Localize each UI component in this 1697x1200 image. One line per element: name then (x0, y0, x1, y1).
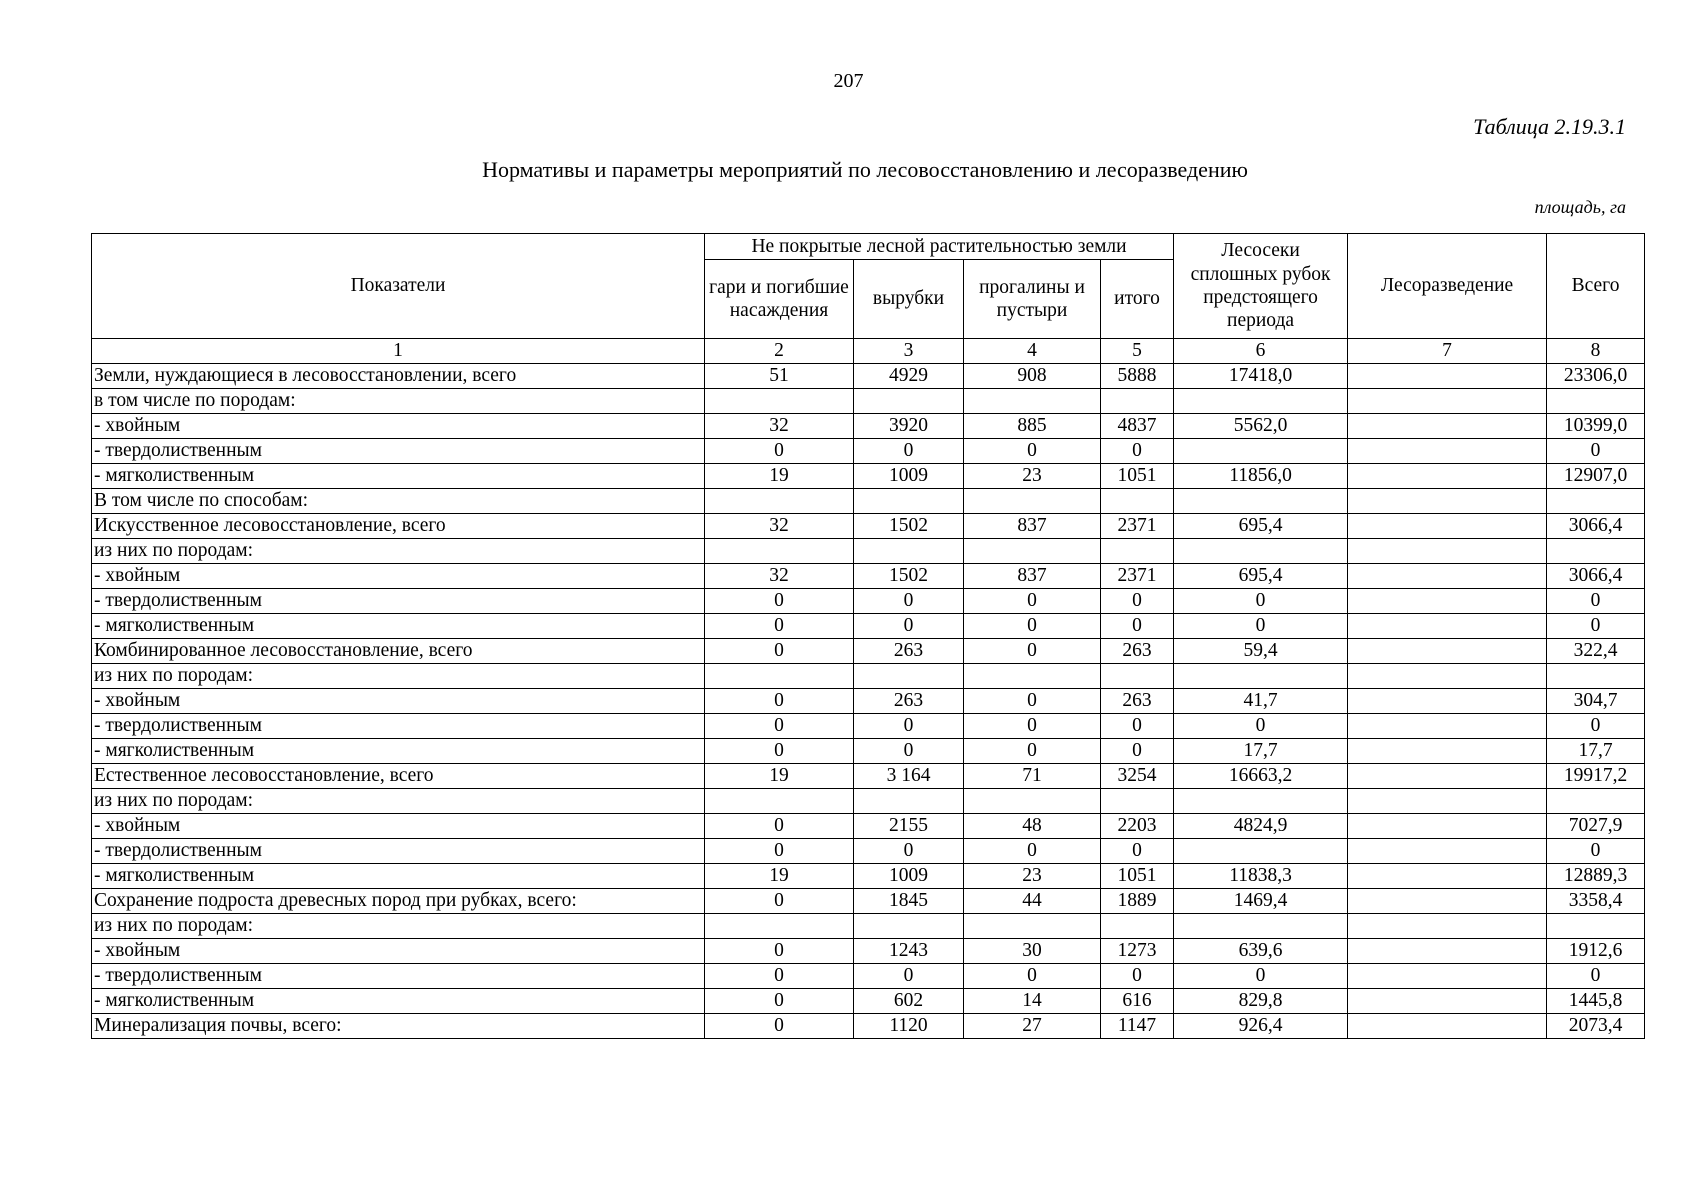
table-row (92, 564, 1645, 589)
row-label: - хвойным (92, 414, 705, 439)
table-cell (964, 789, 1101, 814)
table-cell: 0 (1547, 964, 1645, 989)
table-row (92, 489, 1645, 514)
table-row (92, 464, 1645, 489)
table-row (92, 589, 1645, 614)
table-cell: 17,7 (1174, 739, 1348, 764)
table-cell: 0 (964, 439, 1101, 464)
table-cell: 0 (854, 739, 964, 764)
table-cell: 1147 (1101, 1014, 1174, 1039)
table-cell (1348, 689, 1547, 714)
table-cell: 3358,4 (1547, 889, 1645, 914)
table-cell (1348, 614, 1547, 639)
table-cell: 0 (854, 964, 964, 989)
table-row (92, 664, 1645, 689)
table-cell (1348, 1014, 1547, 1039)
row-label: Естественное лесовосстановление, всего (92, 764, 705, 789)
row-label: - мягколиственным (92, 739, 705, 764)
table-cell (1348, 414, 1547, 439)
table-cell: 1912,6 (1547, 939, 1645, 964)
table-cell (1348, 914, 1547, 939)
table-cell: 0 (1101, 739, 1174, 764)
table-cell: 4824,9 (1174, 814, 1348, 839)
table-cell: 0 (1547, 839, 1645, 864)
page-number: 207 (833, 70, 864, 92)
table-cell (1348, 564, 1547, 589)
table-cell: 0 (964, 714, 1101, 739)
table-cell (1348, 989, 1547, 1014)
table-cell (1348, 764, 1547, 789)
table-cell (1348, 439, 1547, 464)
header-afforestation: Лесоразведение (1348, 234, 1547, 339)
table-cell: 0 (705, 1014, 854, 1039)
table-cell: 1243 (854, 939, 964, 964)
table-cell: 2371 (1101, 564, 1174, 589)
table-cell: 0 (964, 964, 1101, 989)
table-cell: 0 (1101, 614, 1174, 639)
table-cell (1174, 389, 1348, 414)
table-cell: 0 (1547, 714, 1645, 739)
table-row (92, 864, 1645, 889)
table-cell: 0 (705, 439, 854, 464)
table-cell: 1051 (1101, 864, 1174, 889)
table-cell: 616 (1101, 989, 1174, 1014)
table-cell: 0 (705, 889, 854, 914)
table-cell: 71 (964, 764, 1101, 789)
table-row (92, 964, 1645, 989)
table-cell (1547, 664, 1645, 689)
table-cell: 17,7 (1547, 739, 1645, 764)
table-cell: 2155 (854, 814, 964, 839)
table-cell: 908 (964, 364, 1101, 389)
table-row (92, 614, 1645, 639)
table-row (92, 814, 1645, 839)
table-cell (1348, 514, 1547, 539)
table-row (92, 389, 1645, 414)
table-row (92, 364, 1645, 389)
table-row (92, 839, 1645, 864)
table-cell: 4929 (854, 364, 964, 389)
row-label: В том числе по способам: (92, 489, 705, 514)
table-cell (1348, 964, 1547, 989)
table-cell: 41,7 (1174, 689, 1348, 714)
table-cell (964, 664, 1101, 689)
table-cell: 0 (705, 639, 854, 664)
table-cell: 51 (705, 364, 854, 389)
table-cell (1174, 789, 1348, 814)
table-cell (964, 389, 1101, 414)
row-label: - мягколиственным (92, 464, 705, 489)
table-cell: 0 (705, 589, 854, 614)
table-cell (1348, 664, 1547, 689)
table-cell (964, 914, 1101, 939)
column-number: 5 (1101, 339, 1174, 364)
table-cell: 0 (1547, 614, 1645, 639)
header-row-1 (92, 234, 1645, 260)
header-cutting-areas: Лесосеки сплошных рубок предстоящего периода (1174, 234, 1348, 339)
header-clearings: вырубки (854, 260, 964, 339)
table-cell: 11838,3 (1174, 864, 1348, 889)
table-cell: 926,4 (1174, 1014, 1348, 1039)
table-cell: 32 (705, 414, 854, 439)
table-cell: 16663,2 (1174, 764, 1348, 789)
table-cell: 0 (964, 639, 1101, 664)
table-cell: 7027,9 (1547, 814, 1645, 839)
table-cell: 0 (705, 614, 854, 639)
table-cell: 32 (705, 564, 854, 589)
table-body (92, 364, 1645, 1039)
table-row (92, 689, 1645, 714)
row-label: - мягколиственным (92, 989, 705, 1014)
table-cell (1348, 739, 1547, 764)
table-cell (705, 389, 854, 414)
table-cell (705, 789, 854, 814)
table-label: Таблица 2.19.3.1 (1473, 114, 1626, 139)
table-cell (1348, 364, 1547, 389)
header-glades: прогалины и пустыри (964, 260, 1101, 339)
table-cell (1547, 389, 1645, 414)
table-row (92, 1014, 1645, 1039)
table-cell: 263 (1101, 689, 1174, 714)
table-cell (1348, 789, 1547, 814)
header-total: Всего (1547, 234, 1645, 339)
table-row (92, 714, 1645, 739)
table-cell (1174, 489, 1348, 514)
table-cell (1101, 789, 1174, 814)
table-cell (854, 489, 964, 514)
row-label: из них по породам: (92, 664, 705, 689)
table-cell: 0 (705, 964, 854, 989)
table-cell (1348, 714, 1547, 739)
table-cell: 0 (705, 814, 854, 839)
table-cell (1174, 539, 1348, 564)
table-cell: 0 (705, 714, 854, 739)
table-row (92, 414, 1645, 439)
table-cell (1101, 664, 1174, 689)
column-number: 3 (854, 339, 964, 364)
table-cell: 3066,4 (1547, 514, 1645, 539)
table-cell: 3920 (854, 414, 964, 439)
table-cell: 0 (1101, 964, 1174, 989)
table-cell (1348, 889, 1547, 914)
table-cell (1174, 914, 1348, 939)
table-cell: 23 (964, 864, 1101, 889)
table-cell: 14 (964, 989, 1101, 1014)
table-cell: 59,4 (1174, 639, 1348, 664)
table-cell (1547, 789, 1645, 814)
table-cell: 0 (964, 689, 1101, 714)
header-burned: гари и погибшие насаждения (705, 260, 854, 339)
row-label: - твердолиственным (92, 964, 705, 989)
table-cell (854, 789, 964, 814)
table-cell: 2073,4 (1547, 1014, 1645, 1039)
table-cell: 0 (854, 714, 964, 739)
table-cell: 885 (964, 414, 1101, 439)
table-cell: 17418,0 (1174, 364, 1348, 389)
table-cell: 0 (705, 839, 854, 864)
table-cell: 1120 (854, 1014, 964, 1039)
table-cell: 3 164 (854, 764, 964, 789)
table-cell (1348, 864, 1547, 889)
row-label: из них по породам: (92, 789, 705, 814)
column-number: 2 (705, 339, 854, 364)
table-cell: 44 (964, 889, 1101, 914)
table-cell (1348, 489, 1547, 514)
row-label: - хвойным (92, 689, 705, 714)
table-cell (1101, 539, 1174, 564)
row-label: - твердолиственным (92, 589, 705, 614)
column-number: 1 (92, 339, 705, 364)
table-row (92, 639, 1645, 664)
table-cell (1174, 664, 1348, 689)
table-cell: 1469,4 (1174, 889, 1348, 914)
table-cell: 0 (705, 739, 854, 764)
unit-label: площадь, га (1534, 197, 1626, 217)
table-cell: 19 (705, 864, 854, 889)
table-cell: 263 (854, 639, 964, 664)
table-cell (1348, 589, 1547, 614)
table-cell (1348, 389, 1547, 414)
table-cell: 0 (1174, 714, 1348, 739)
table-row (92, 739, 1645, 764)
table-row (92, 889, 1645, 914)
row-label: - мягколиственным (92, 614, 705, 639)
table-cell: 10399,0 (1547, 414, 1645, 439)
table-cell (1348, 464, 1547, 489)
table-cell (1547, 539, 1645, 564)
header-subtotal: итого (1101, 260, 1174, 339)
table-cell (1547, 914, 1645, 939)
table-cell: 837 (964, 514, 1101, 539)
table-cell: 0 (1174, 589, 1348, 614)
table-cell: 695,4 (1174, 514, 1348, 539)
table-cell: 0 (1101, 439, 1174, 464)
table-cell: 639,6 (1174, 939, 1348, 964)
row-label: Искусственное лесовосстановление, всего (92, 514, 705, 539)
table-cell (705, 664, 854, 689)
table-cell: 23 (964, 464, 1101, 489)
table-cell: 0 (1547, 589, 1645, 614)
table-cell: 0 (854, 439, 964, 464)
row-label: Минерализация почвы, всего: (92, 1014, 705, 1039)
table-cell: 0 (1101, 839, 1174, 864)
table-cell: 23306,0 (1547, 364, 1645, 389)
table-cell: 27 (964, 1014, 1101, 1039)
table-cell: 2203 (1101, 814, 1174, 839)
table-cell: 32 (705, 514, 854, 539)
table-cell: 1845 (854, 889, 964, 914)
table-cell: 11856,0 (1174, 464, 1348, 489)
table-cell: 1273 (1101, 939, 1174, 964)
table-cell: 0 (1547, 439, 1645, 464)
table-cell: 263 (854, 689, 964, 714)
table-cell (1348, 939, 1547, 964)
row-label: - хвойным (92, 814, 705, 839)
row-label: - хвойным (92, 564, 705, 589)
table-cell (1101, 489, 1174, 514)
table-row (92, 764, 1645, 789)
table-cell: 1889 (1101, 889, 1174, 914)
table-cell: 19917,2 (1547, 764, 1645, 789)
table-cell: 695,4 (1174, 564, 1348, 589)
table-cell: 3066,4 (1547, 564, 1645, 589)
data-table (91, 233, 1645, 1039)
row-label: Сохранение подроста древесных пород при рубках, всего: (92, 889, 705, 914)
row-label: - твердолиственным (92, 439, 705, 464)
table-cell (705, 539, 854, 564)
table-cell (1348, 539, 1547, 564)
table-cell: 1051 (1101, 464, 1174, 489)
table-cell (1348, 814, 1547, 839)
table-cell: 0 (964, 589, 1101, 614)
table-cell: 263 (1101, 639, 1174, 664)
table-cell: 19 (705, 464, 854, 489)
table-row (92, 539, 1645, 564)
column-number: 8 (1547, 339, 1645, 364)
table-cell: 12889,3 (1547, 864, 1645, 889)
table-cell: 322,4 (1547, 639, 1645, 664)
table-cell (964, 489, 1101, 514)
table-cell: 837 (964, 564, 1101, 589)
table-cell (705, 914, 854, 939)
row-label: Земли, нуждающиеся в лесовосстановлении, всего (92, 364, 705, 389)
table-cell: 12907,0 (1547, 464, 1645, 489)
table-cell (1547, 489, 1645, 514)
row-label: из них по породам: (92, 914, 705, 939)
column-number: 7 (1348, 339, 1547, 364)
row-label: - мягколиственным (92, 864, 705, 889)
table-cell: 5888 (1101, 364, 1174, 389)
table-cell: 0 (705, 989, 854, 1014)
table-cell: 5562,0 (1174, 414, 1348, 439)
header-group-uncovered: Не покрытые лесной растительностью земли (705, 234, 1174, 260)
table-cell (854, 664, 964, 689)
table-cell: 1445,8 (1547, 989, 1645, 1014)
table-cell (1348, 639, 1547, 664)
table-cell: 0 (705, 689, 854, 714)
column-numbers-row (92, 339, 1645, 364)
table-cell: 602 (854, 989, 964, 1014)
table-cell: 19 (705, 764, 854, 789)
table-cell (705, 489, 854, 514)
table-cell: 0 (1174, 964, 1348, 989)
table-cell: 0 (1101, 589, 1174, 614)
table-cell: 0 (1174, 614, 1348, 639)
table-cell: 0 (705, 939, 854, 964)
table-cell (1174, 439, 1348, 464)
table-cell: 1502 (854, 564, 964, 589)
table-cell (854, 389, 964, 414)
table-row (92, 789, 1645, 814)
table-cell (964, 539, 1101, 564)
table-cell (854, 539, 964, 564)
row-label: Комбинированное лесовосстановление, всего (92, 639, 705, 664)
row-label: в том числе по породам: (92, 389, 705, 414)
document-title: Нормативы и параметры мероприятий по лесовосстановлению и лесоразведению (482, 157, 1248, 182)
column-number: 4 (964, 339, 1101, 364)
table-row (92, 989, 1645, 1014)
table-cell (1101, 389, 1174, 414)
table-cell (1348, 839, 1547, 864)
table-row (92, 939, 1645, 964)
table-cell: 0 (854, 614, 964, 639)
table-cell: 0 (1101, 714, 1174, 739)
table-cell: 1009 (854, 464, 964, 489)
table-cell: 4837 (1101, 414, 1174, 439)
table-cell: 2371 (1101, 514, 1174, 539)
table-row (92, 439, 1645, 464)
table-row (92, 914, 1645, 939)
table-cell: 829,8 (1174, 989, 1348, 1014)
table-cell: 0 (964, 614, 1101, 639)
table-cell (1101, 914, 1174, 939)
header-indicator: Показатели (92, 234, 705, 339)
table-cell: 0 (854, 839, 964, 864)
table-cell (1174, 839, 1348, 864)
row-label: - твердолиственным (92, 714, 705, 739)
table-cell: 0 (964, 739, 1101, 764)
table-cell: 48 (964, 814, 1101, 839)
row-label: - твердолиственным (92, 839, 705, 864)
table-cell: 30 (964, 939, 1101, 964)
table-cell (854, 914, 964, 939)
table-cell: 304,7 (1547, 689, 1645, 714)
row-label: - хвойным (92, 939, 705, 964)
table-cell: 0 (964, 839, 1101, 864)
table-cell: 1009 (854, 864, 964, 889)
table-cell: 0 (854, 589, 964, 614)
column-number: 6 (1174, 339, 1348, 364)
table-cell: 3254 (1101, 764, 1174, 789)
table-row (92, 514, 1645, 539)
row-label: из них по породам: (92, 539, 705, 564)
table-cell: 1502 (854, 514, 964, 539)
